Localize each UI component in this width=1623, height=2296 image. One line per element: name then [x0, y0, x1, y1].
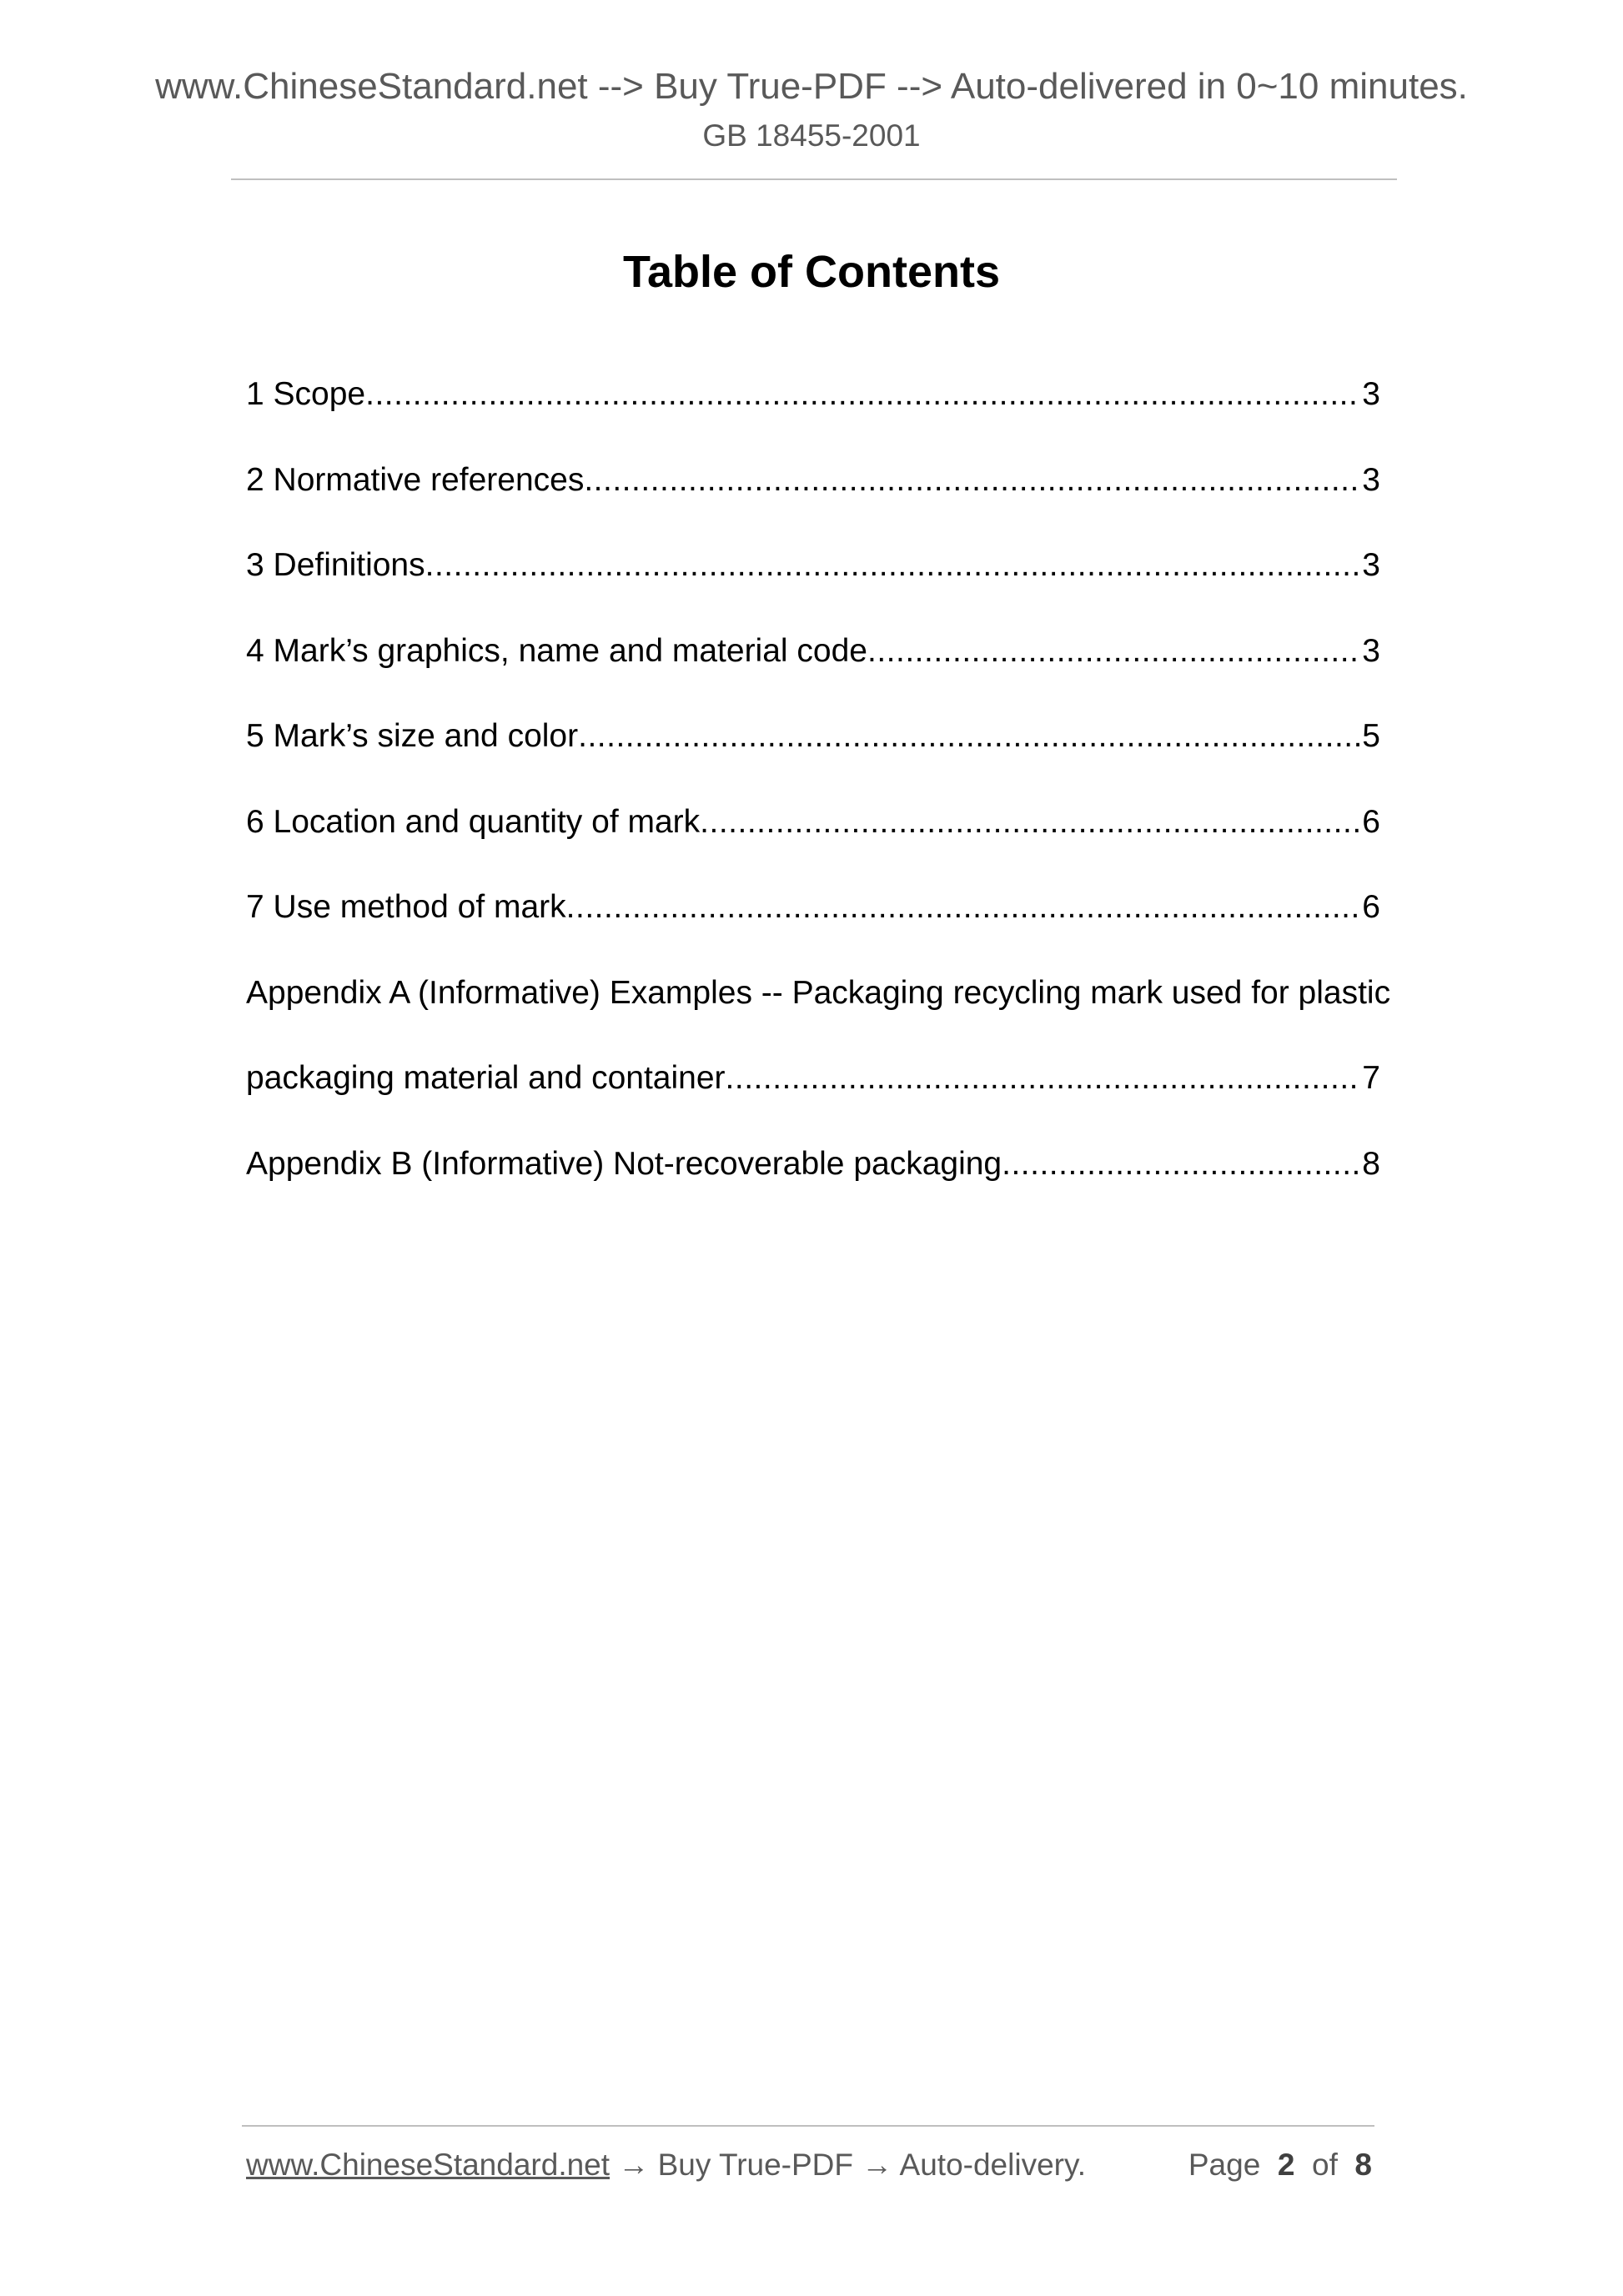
header-divider — [231, 178, 1397, 180]
page-number — [1188, 2140, 1372, 2190]
footer-delivery-text: Auto-delivery. — [899, 2148, 1087, 2182]
dot-leader — [726, 1036, 1361, 1122]
page-footer — [246, 2140, 1372, 2190]
toc-entry-page: 3 — [1362, 461, 1380, 498]
dot-leader — [584, 438, 1360, 524]
toc-entry-label: 2 Normative references — [246, 461, 585, 498]
page-total: 8 — [1354, 2148, 1372, 2182]
toc-entry-label: 3 Definitions — [246, 547, 425, 583]
dot-leader — [425, 523, 1361, 609]
footer-site-link[interactable]: www.ChineseStandard.net — [246, 2148, 611, 2182]
toc-entry-appendix-b[interactable] — [246, 1122, 1380, 1208]
of-word: of — [1312, 2148, 1338, 2182]
toc-entry-page: 3 — [1362, 547, 1380, 583]
footer-buy-text: Buy True-PDF — [657, 2148, 854, 2182]
dot-leader — [867, 609, 1360, 695]
footer-promo — [246, 2140, 1086, 2190]
toc-entry-label: packaging material and container — [246, 1060, 726, 1096]
toc-entry-label: 4 Mark’s graphics, name and material code — [246, 632, 867, 669]
toc-entry-page: 7 — [1362, 1060, 1380, 1096]
toc-entry-page: 6 — [1362, 889, 1380, 925]
header-banner: www.ChineseStandard.net --> Buy True-PDF --> Auto-delivered in 0~10 minutes. — [155, 66, 1468, 107]
document-code: GB 18455-2001 — [702, 118, 921, 153]
arrow-right-icon: → — [853, 2148, 900, 2182]
toc-entry-label: 7 Use method of mark — [246, 889, 566, 925]
toc-entry-definitions[interactable] — [246, 523, 1380, 609]
toc-entry-page: 8 — [1362, 1145, 1380, 1182]
toc-entry-label: Appendix A (Informative) Examples -- Packaging recycling mark used for plastic — [246, 974, 1391, 1011]
toc-entry-location-quantity[interactable] — [246, 780, 1380, 866]
dot-leader — [566, 865, 1361, 951]
page-current: 2 — [1277, 2148, 1295, 2182]
toc-entry-page: 6 — [1362, 803, 1380, 840]
toc-entry-label: 5 Mark’s size and color — [246, 718, 579, 754]
toc-entry-page: 3 — [1362, 376, 1380, 412]
toc-entry-scope[interactable] — [246, 352, 1380, 438]
toc-entry-label: 6 Location and quantity of mark — [246, 803, 701, 840]
toc-list — [246, 352, 1391, 1207]
arrow-right-icon: → — [610, 2148, 658, 2182]
dot-leader — [578, 694, 1360, 780]
toc-entry-mark-graphics[interactable] — [246, 609, 1380, 695]
toc-entry-appendix-a[interactable] — [246, 1036, 1380, 1122]
toc-entry-mark-size-color[interactable] — [246, 694, 1380, 780]
toc-entry-label: Appendix B (Informative) Not-recoverable packaging — [246, 1145, 1002, 1182]
dot-leader — [365, 352, 1360, 438]
dot-leader — [700, 780, 1360, 866]
toc-entry-page: 3 — [1362, 632, 1380, 669]
dot-leader — [1002, 1122, 1360, 1208]
toc-entry-label: 1 Scope — [246, 376, 366, 412]
toc-entry-use-method[interactable] — [246, 865, 1380, 951]
page-word: Page — [1188, 2148, 1261, 2182]
footer-divider — [242, 2125, 1374, 2127]
toc-entry-appendix-a-line1[interactable] — [246, 951, 1391, 1037]
toc-title: Table of Contents — [623, 247, 1000, 297]
toc-entry-page: 5 — [1362, 718, 1380, 754]
toc-entry-normative-references[interactable] — [246, 438, 1380, 524]
